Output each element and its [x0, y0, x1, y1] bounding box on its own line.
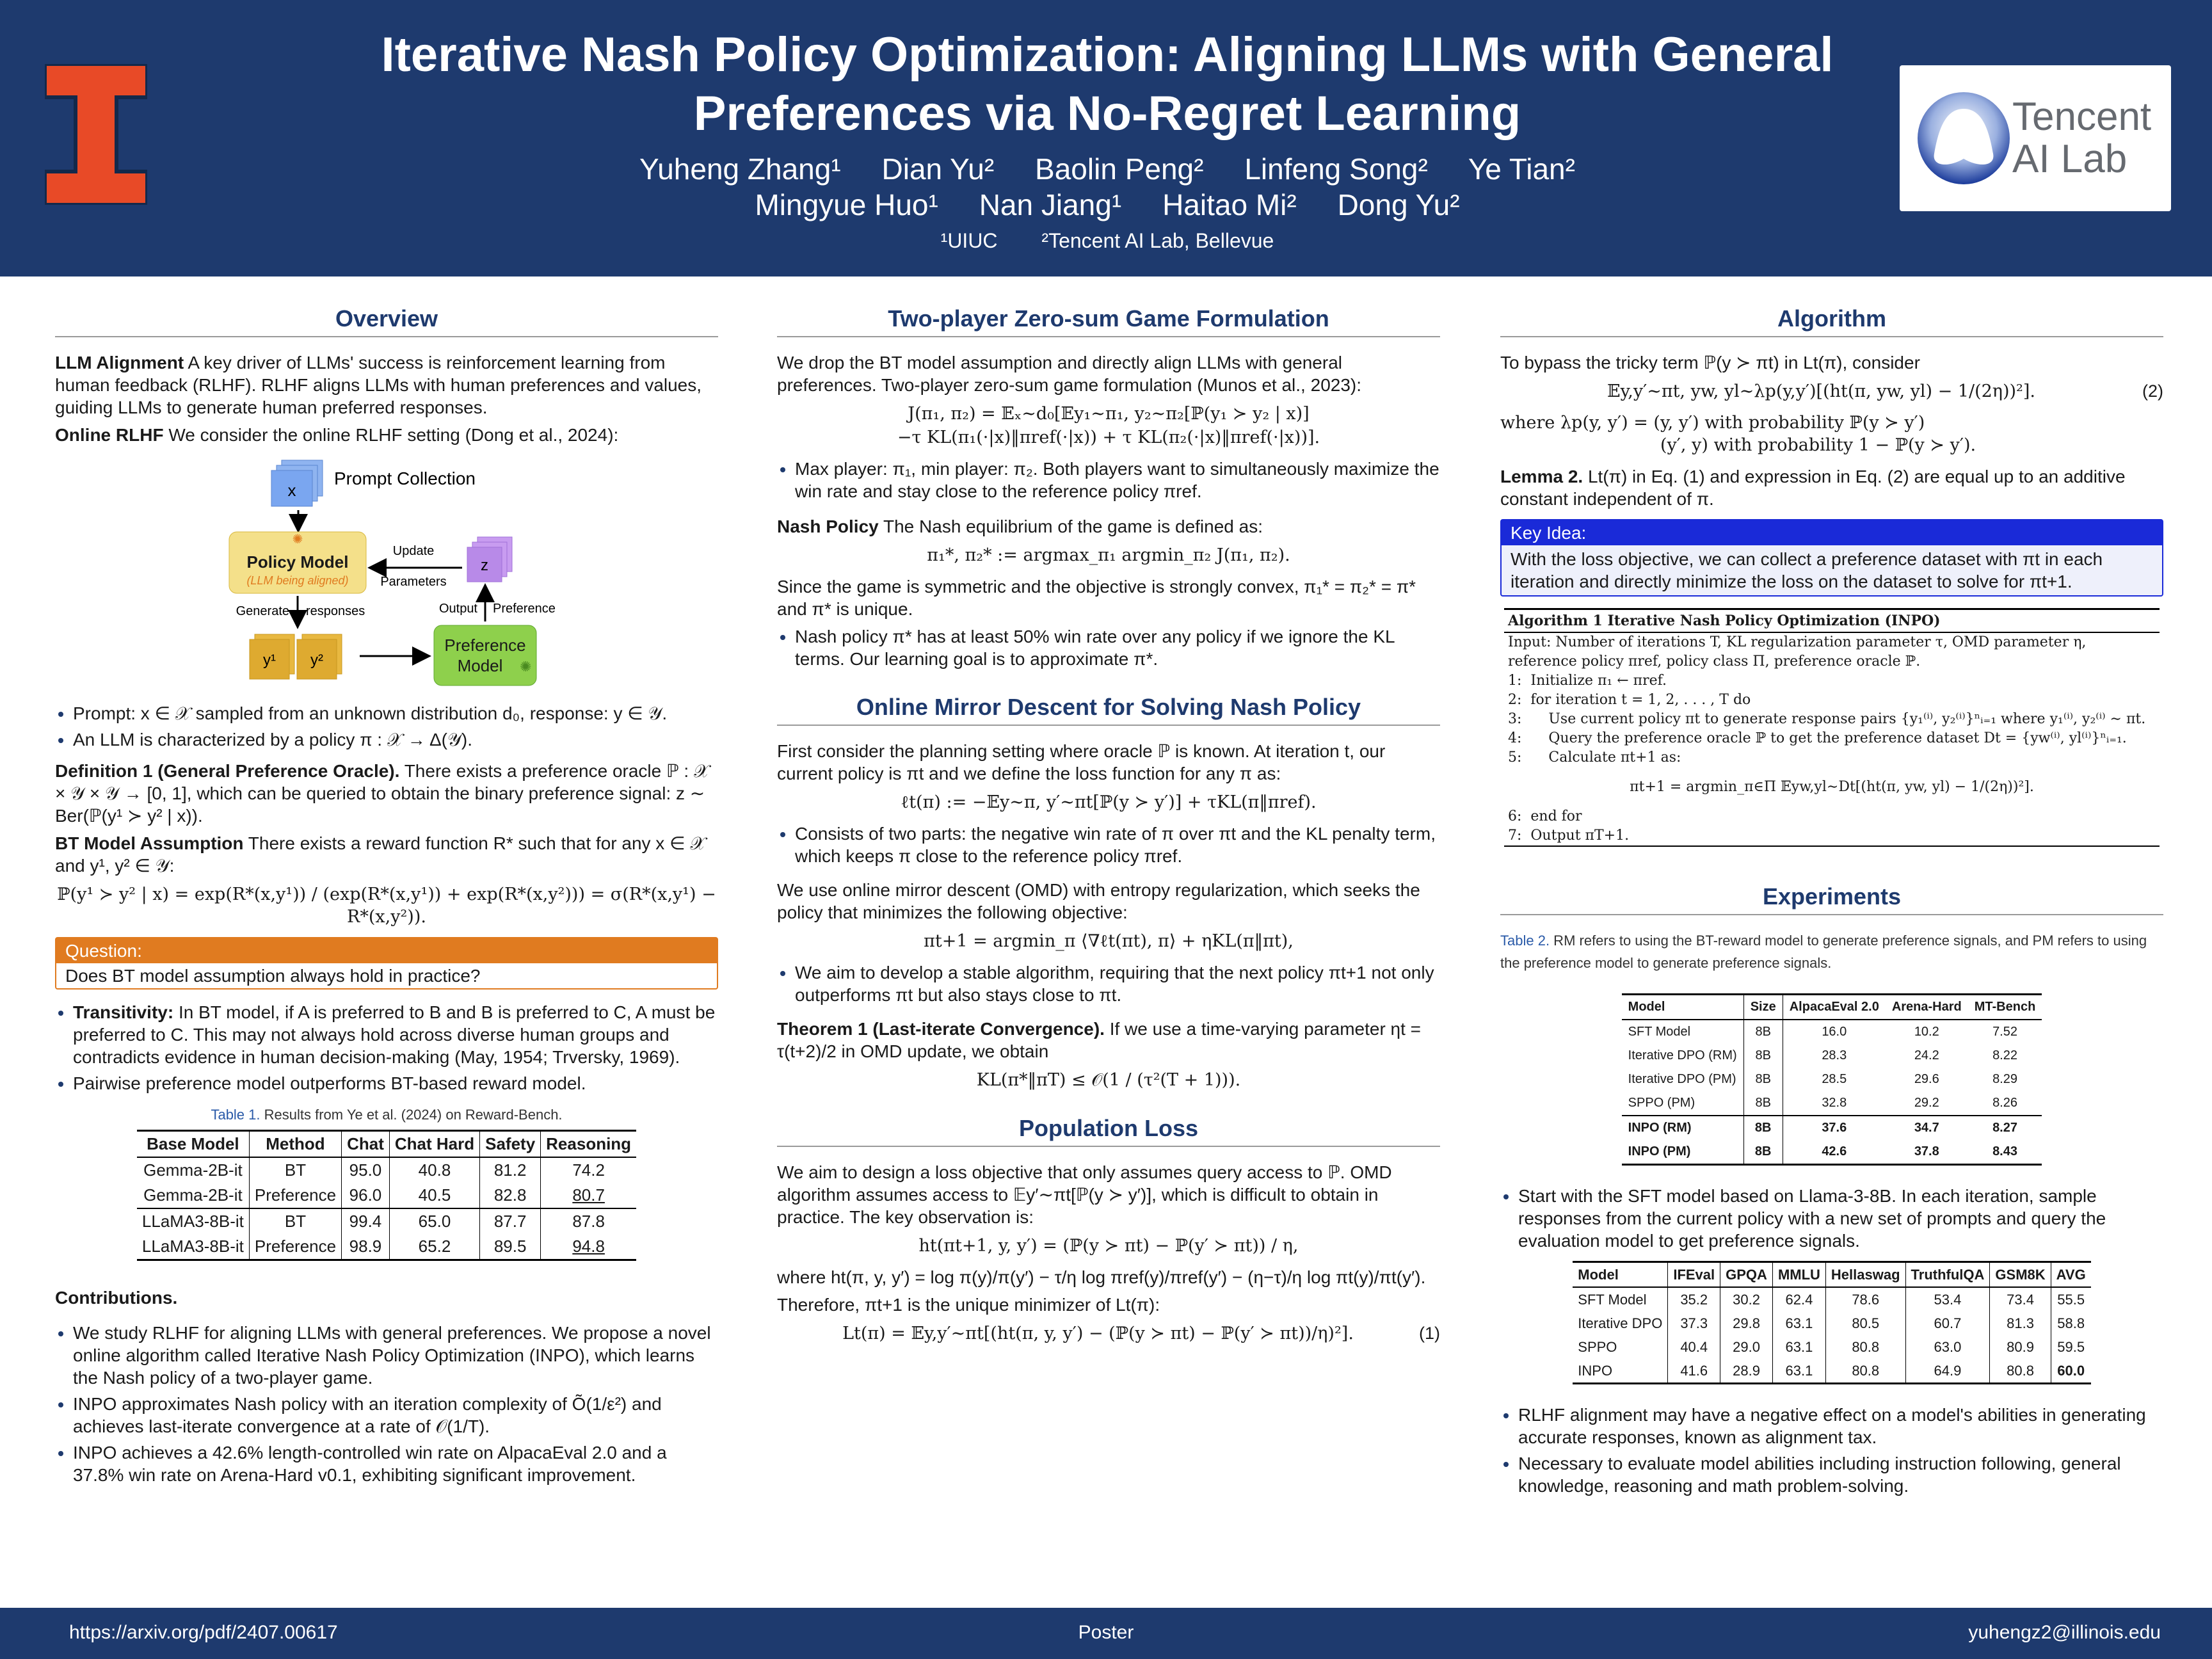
algorithm-line: 2: for iteration t = 1, 2, . . . , T do: [1508, 692, 1751, 708]
preference-model-box: [434, 625, 536, 685]
table-header-row: Model IFEval GPQA MMLU Hellaswag TruthfulQA GSM8K AVG: [1573, 1262, 2090, 1288]
theorem-equation: KL(π*‖πT) ≤ 𝒪(1 / (τ²(T + 1))).: [976, 1070, 1241, 1090]
symmetric-paragraph: Since the game is symmetric and the objective is strongly convex, π₁* = π₂* = π* and π* is unique.: [777, 577, 1416, 619]
algorithm-line: 7: Output πT+1.: [1508, 828, 1630, 844]
table-row: INPO (PM) 8B 42.6 37.8 8.43: [1622, 1140, 2042, 1165]
table-1-reward-bench: [137, 1130, 636, 1261]
policy-model-sublabel: (LLM being aligned): [246, 574, 349, 587]
game-bullets-1: [777, 458, 1440, 502]
column-overview: [55, 307, 718, 1594]
experiments-bullets-2: [1500, 1404, 2163, 1497]
algorithm-line: 3: Use current policy πt to generate response pairs {y₁⁽ⁱ⁾, y₂⁽ⁱ⁾}ⁿᵢ₌₁ where y₁⁽ⁱ⁾, y₂⁽ⁱ⁾ ∼ πt.: [1508, 711, 2146, 727]
table-header-row: Model Size AlpacaEval 2.0 Arena-Hard MT-Bench: [1622, 995, 2042, 1020]
algorithm-line: 5: Calculate πt+1 as:: [1508, 749, 1681, 765]
key-idea-box: [1500, 519, 2163, 597]
poster-header: [0, 0, 2212, 276]
theorem-1: Theorem 1 (Last-iterate Convergence). If we use a time-varying parameter ηt = τ(t+2)/2 in OMD update, we obtain: [777, 1019, 1422, 1061]
question-box: [55, 937, 718, 990]
h-equation: ht(πt+1, y, y′) = (ℙ(y ≻ πt) − ℙ(y′ ≻ πt)) / η,: [918, 1236, 1299, 1256]
nash-policy-paragraph: Nash Policy The Nash equilibrium of the game is defined as:: [777, 517, 1263, 536]
population-paragraph-1: We aim to design a loss objective that only assumes query access to ℙ. OMD algorithm assumes access to 𝔼y′∼πt[ℙ(y ≻ y′)], which is difficult to obtain in practice. The key observation is:: [777, 1162, 1392, 1227]
lemma-2: Lemma 2. Lt(π) in Eq. (1) and expression in Eq. (2) are equal up to an additive constant independent of π.: [1500, 467, 2126, 509]
list-item: • Start with the SFT model based on Llama-3-8B. In each iteration, sample responses from the current policy with a new set of prompts and query the evaluation model to get preference signals.: [1518, 1185, 2163, 1252]
algorithm-input: Input: Number of iterations T, KL regularization parameter τ, OMD parameter η, reference policy πref, policy class Π, preference oracle ℙ.: [1508, 634, 2087, 669]
table-row: LLaMA3-8B-it BT 99.4 65.0 87.7 87.8: [137, 1208, 636, 1234]
list-item: • RLHF alignment may have a negative effect on a model's abilities in generating accurate responses, known as alignment tax.: [1518, 1404, 2163, 1448]
online-rlhf-paragraph: Online RLHF We consider the online RLHF setting (Dong et al., 2024):: [55, 425, 619, 445]
list-item: • INPO achieves a 42.6% length-controlled win rate on AlpacaEval 2.0 and a 37.8% win rate on Arena-Hard v0.1, exhibiting significant improvement.: [73, 1441, 718, 1486]
diagram-svg: [55, 453, 718, 696]
list-item: • Nash policy π* has at least 50% win rate over any policy if we ignore the KL terms. Our learning goal is to approximate π*.: [795, 625, 1440, 670]
game-equation-line-1: J(π₁, π₂) = 𝔼ₓ∼d₀[𝔼y₁∼π₁, y₂∼π₂[ℙ(y₁ ≻ y₂ | x)]: [908, 404, 1310, 424]
list-item: • We aim to develop a stable algorithm, requiring that the next policy πt+1 not only outperforms πt but also stays close to πt.: [795, 961, 1440, 1006]
policy-model-icon: ✺: [292, 533, 303, 547]
table-row: LLaMA3-8B-it Preference 98.9 65.2 89.5 94.8: [137, 1234, 636, 1260]
preference-label: Preference: [493, 602, 556, 616]
population-loss-heading: Population Loss: [777, 1117, 1440, 1147]
authors-line-1: Yuheng Zhang¹ Dian Yu² Baolin Peng² Linfeng Song² Ye Tian²: [639, 152, 1575, 186]
table-row: INPO (RM) 8B 37.6 34.7 8.27: [1622, 1116, 2042, 1140]
list-item: • Consists of two parts: the negative win rate of π over πt and the KL penalty term, which keeps π close to the reference policy πref.: [795, 822, 1440, 867]
contact-email[interactable]: yuhengz2@illinois.edu: [1968, 1622, 2161, 1643]
definition-1: Definition 1 (General Preference Oracle). There exists a preference oracle ℙ : 𝒳 × 𝒴 × 𝒴 → [0, 1], which can be queried to obtain the binary preference signal: z ∼ Ber(ℙ(y¹ ≻ y² | x)).: [55, 761, 710, 826]
update-label: Update: [392, 544, 435, 558]
omd-heading: Online Mirror Descent for Solving Nash Policy: [777, 696, 1440, 726]
h-definition: where ht(π, y, y′) = log π(y)/π(y′) − τ/η log πref(y)/πref(y′) − (η−τ)/η log πt(y)/πt(y′).: [777, 1267, 1426, 1287]
column-game: [777, 307, 1440, 1594]
algorithm-1-title: Algorithm 1 Iterative Nash Policy Optimization (INPO): [1504, 610, 2160, 633]
experiments-bullets-1: [1500, 1185, 2163, 1252]
equation-number-1: (1): [1419, 1324, 1440, 1343]
omd-loss-equation: ℓt(π) := −𝔼y∼π, y′∼πt[ℙ(y ≻ y′)] + τKL(π‖πref).: [901, 792, 1317, 812]
parameters-label: Parameters: [380, 575, 447, 589]
preference-model-label-1: Preference: [444, 636, 526, 655]
omd-paragraph-2: We use online mirror descent (OMD) with entropy regularization, which seeks the policy that minimizes the following objective:: [777, 880, 1420, 922]
table2-caption: Table 2. RM refers to using the BT-reward model to generate preference signals, and PM refers to using the preference model to generate preference signals.: [1500, 933, 2147, 971]
prompt-collection-label: Prompt Collection: [334, 469, 476, 488]
z-label: z: [481, 557, 488, 574]
policy-model-label: Policy Model: [246, 552, 349, 572]
table-row: SPPO (PM) 8B 32.8 29.2 8.26: [1622, 1091, 2042, 1116]
game-equation-line-2: −τ KL(π₁(·|x)‖πref(·|x)) + τ KL(π₂(·|x)‖πref(·|x))].: [897, 428, 1320, 447]
table-row: Gemma-2B-it Preference 96.0 40.5 82.8 80.7: [137, 1183, 636, 1208]
column-algorithm: [1500, 307, 2163, 1594]
tencent-ai-lab-logo: [1900, 65, 2171, 211]
nash-equation: π₁*, π₂* := argmax_π₁ argmin_π₂ J(π₁, π₂).: [927, 545, 1290, 565]
table-3-general-benchmarks: [1573, 1261, 2090, 1384]
contributions-heading: Contributions.: [55, 1288, 178, 1308]
algorithm-line: 4: Query the preference oracle ℙ to get the preference dataset Dt = {yw⁽ⁱ⁾, yl⁽ⁱ⁾}ⁿᵢ₌₁.: [1508, 730, 2127, 746]
list-item: • Max player: π₁, min player: π₂. Both players want to simultaneously maximize the win rate and stay close to the reference policy πref.: [795, 458, 1440, 502]
table-row: SFT Model 35.2 30.2 62.4 78.6 53.4 73.4 55.5: [1573, 1287, 2090, 1311]
poster-footer: [0, 1608, 2212, 1659]
algorithm-1-box: [1504, 608, 2160, 847]
game-bullets-2: [777, 625, 1440, 670]
table-row: Iterative DPO 37.3 29.8 63.1 80.5 60.7 81.3 58.8: [1573, 1311, 2090, 1335]
table-row: Gemma-2B-it BT 95.0 40.8 81.2 74.2: [137, 1157, 636, 1183]
table-row: Iterative DPO (RM) 8B 28.3 24.2 8.22: [1622, 1044, 2042, 1068]
omd-paragraph-1: First consider the planning setting where oracle ℙ is known. At iteration t, our current policy is πt and we define the loss function for any π as:: [777, 741, 1386, 783]
contributions-list: [55, 1322, 718, 1486]
table-row: SFT Model 8B 16.0 10.2 7.52: [1622, 1020, 2042, 1044]
list-item: • Prompt: x ∈ 𝒳 sampled from an unknown distribution d₀, response: y ∈ 𝒴.: [73, 702, 718, 725]
table-row: SPPO 40.4 29.0 63.1 80.8 63.0 80.9 59.5: [1573, 1335, 2090, 1359]
table-row: Iterative DPO (PM) 8B 28.5 29.6 8.29: [1622, 1068, 2042, 1091]
uiuc-block-i-logo: [45, 64, 147, 205]
tencent-mark-icon: [1912, 87, 2015, 189]
experiments-heading: Experiments: [1500, 885, 2163, 915]
list-item: • INPO approximates Nash policy with an iteration complexity of Õ(1/ε²) and achieves last-iterate convergence at a rate of 𝒪(1/T).: [73, 1393, 718, 1438]
list-item: • We study RLHF for aligning LLMs with general preferences. We propose a novel online algorithm called Iterative Nash Policy Optimization (INPO), which learns the Nash policy of a two-player game.: [73, 1322, 718, 1389]
tencent-logo-text: Tencent AI Lab: [2012, 95, 2152, 181]
equation-number-2: (2): [2142, 381, 2163, 401]
key-idea-body: With the loss objective, we can collect a preference dataset with πt in each iteration and directly minimize the loss on the dataset to solve for πt+1.: [1511, 549, 2103, 591]
question-header: Question:: [56, 938, 717, 963]
affiliations: [333, 229, 1882, 253]
list-item: • Pairwise preference model outperforms BT-based reward model.: [73, 1072, 718, 1094]
overview-heading: Overview: [55, 307, 718, 337]
omd-bullets-1: [777, 822, 1440, 867]
authors-line-2: Mingyue Huo¹ Nan Jiang¹ Haitao Mi² Dong Yu²: [755, 188, 1460, 221]
preference-model-label-2: Model: [457, 656, 503, 675]
table-row: INPO 41.6 28.9 63.1 80.8 64.9 80.8 60.0: [1573, 1359, 2090, 1384]
output-label: Output: [438, 602, 477, 616]
population-loss-equation: (1) Lt(π) = 𝔼y,y′∼πt[(ht(π, y, y′) − (ℙ(y ≻ πt) − ℙ(y′ ≻ πt))/η)²].: [842, 1324, 1440, 1343]
algorithm-update-equation: πt+1 = argmin_π∈Π 𝔼yw,yl∼Dt[(ht(π, yw, yl) − 1/(2η))²].: [1630, 779, 2034, 795]
key-idea-header: Key Idea:: [1502, 520, 2162, 545]
y1-label: y¹: [263, 652, 276, 669]
llm-alignment-paragraph: LLM Alignment A key driver of LLMs' success is reinforcement learning from human feedback (RLHF). RLHF aligns LLMs with human preferences and values, guiding LLMs to generate human preferred responses.: [55, 353, 702, 417]
table1-caption: Table 1. Results from Ye et al. (2024) on Reward-Bench.: [211, 1107, 563, 1123]
table-2-benchmarks: [1622, 993, 2042, 1166]
responses-label: responses: [306, 604, 365, 618]
affiliation-tencent: ²Tencent AI Lab, Bellevue: [1041, 229, 1274, 252]
arxiv-link[interactable]: https://arxiv.org/pdf/2407.00617: [69, 1622, 338, 1643]
list-item: • Transitivity: In BT model, if A is preferred to B and B is preferred to C, A must be preferred to C. This may not always hold across diverse human groups and contradicts evidence in human decision-making (May, 1954; Trversky, 1969).: [73, 1001, 718, 1068]
omd-bullets-2: [777, 961, 1440, 1006]
bt-assumption: BT Model Assumption There exists a reward function R* such that for any x ∈ 𝒳 and y¹, y² ∈ 𝒴:: [55, 833, 706, 876]
algorithm-heading: Algorithm: [1500, 307, 2163, 337]
preference-model-icon: ✺: [520, 659, 532, 675]
algorithm-line: 6: end for: [1508, 808, 1582, 824]
lambda-definition: where λp(y, y′) = (y, y′) with probability ℙ(y ≻ y′) (y′, y) with probability 1 − ℙ(y ≻ y′).: [1500, 413, 1976, 455]
question-body: Does BT model assumption always hold in practice?: [65, 966, 481, 986]
omd-update-equation: πt+1 = argmin_π ⟨∇ℓt(πt), π⟩ + ηKL(π‖πt),: [924, 931, 1294, 951]
therefore-line: Therefore, πt+1 is the unique minimizer of Lt(π):: [777, 1295, 1160, 1315]
list-item: • Necessary to evaluate model abilities including instruction following, general knowledge, reasoning and math problem-solving.: [1518, 1452, 2163, 1497]
transitivity-bullets: [55, 1001, 718, 1094]
affiliation-uiuc: ¹UIUC: [940, 229, 998, 252]
game-heading: Two-player Zero-sum Game Formulation: [777, 307, 1440, 337]
online-rlhf-diagram: [55, 453, 718, 696]
list-item: • An LLM is characterized by a policy π : 𝒳 → Δ(𝒴).: [73, 728, 718, 751]
authors: [333, 151, 1882, 223]
y2-label: y²: [310, 652, 323, 669]
algorithm-line: 1: Initialize π₁ ← πref.: [1508, 673, 1667, 689]
bt-equation: ℙ(y¹ ≻ y² | x) = exp(R*(x,y¹)) / (exp(R*(x,y¹)) + exp(R*(x,y²))) = σ(R*(x,y¹) − R*(x,y²)).: [57, 885, 716, 927]
overview-bullets: [55, 702, 718, 751]
algorithm-equation-2: (2) 𝔼y,y′∼πt, yw, yl∼λp(y,y′)[(ht(π, yw, yl) − 1/(2η))²].: [1607, 381, 2163, 401]
game-intro: We drop the BT model assumption and directly align LLMs with general preferences. Two-player zero-sum game formulation (Munos et al., 2023):: [777, 353, 1362, 395]
table-header-row: Base Model Method Chat Chat Hard Safety Reasoning: [137, 1131, 636, 1158]
algorithm-intro: To bypass the tricky term ℙ(y ≻ πt) in Lt(π), consider: [1500, 353, 1920, 373]
poster-title: Iterative Nash Policy Optimization: Aligning LLMs with General Preferences via No-Regret Learning: [381, 28, 1834, 141]
footer-center-label: Poster: [1078, 1622, 1134, 1643]
generate-label: Generate: [236, 604, 289, 618]
prompt-x-label: x: [287, 481, 296, 500]
